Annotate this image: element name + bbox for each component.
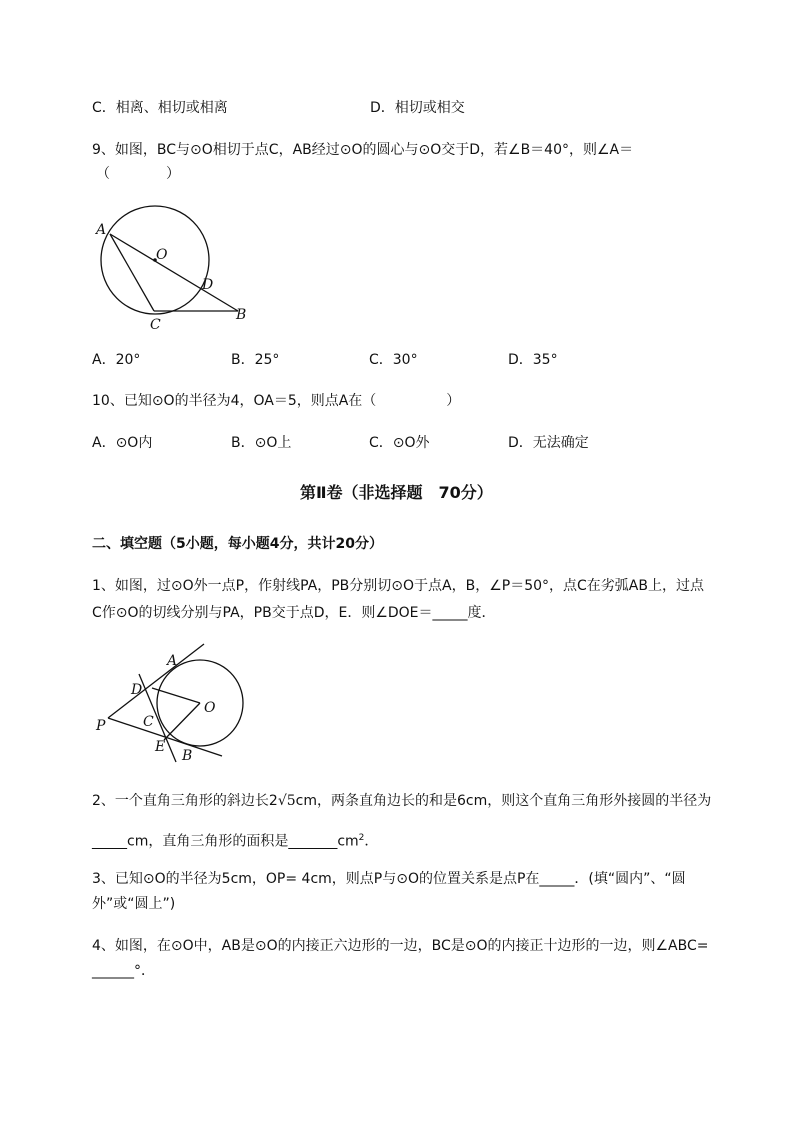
q9-figure [90,198,260,338]
f1-label-o: O [204,700,216,716]
q10-option-a: A．⊙O内 [92,435,153,451]
q9-label-a: A [96,222,107,238]
f1-label-c: C [143,714,154,730]
q9-label-c: C [150,317,161,333]
f2-line1 [92,791,711,811]
q9-line-ac [110,234,154,311]
part2-title: 第Ⅱ卷（非选择题 70分） [300,483,493,502]
f2-line2-b: ． [364,833,379,850]
q9-option-a: A．20° [92,352,141,368]
q9-label-d: D [202,277,214,293]
f1-line-do [152,688,200,703]
f2-line1-a: 2、一个直角三角形的斜边长2 [92,793,278,809]
f3-line1: 3、已知⊙O的半径为5cm，OP= 4cm，则点P与⊙O的位置关系是点P在_____．(填“圆内”、“圆 [92,871,686,887]
section2-heading: 二、填空题（5小题，每小题4分，共计20分） [92,536,383,552]
q9-option-d: D．35° [508,352,558,368]
q10-option-d: D．无法确定 [508,435,589,451]
f2-squared: 2 [358,833,365,843]
q9-option-b: B．25° [231,352,280,368]
q8-option-d: D．相切或相交 [370,100,465,116]
q9-label-o: O [156,247,168,263]
f3-line2: 外”或“圆上”) [92,896,176,912]
f1-ray-pa [108,644,204,718]
q9-paren: （ ） [96,166,180,182]
f1-label-p: P [96,718,106,734]
q9-text: 9、如图，BC与⊙O相切于点C，AB经过⊙O的圆心与⊙O交于D，若∠B＝40°，则∠A＝ [92,142,634,158]
q9-option-c: C．30° [369,352,418,368]
f1-label-e: E [155,739,166,755]
f4-line1: 4、如图，在⊙O中，AB是⊙O的内接正六边形的一边，BC是⊙O的内接正十边形的一边，则∠ABC= [92,938,709,954]
f2-line1-b: cm，两条直角边长的和是6cm，则这个直角三角形外接圆的半径为 [295,793,712,809]
f2-line2 [92,828,378,852]
q10-option-c: C．⊙O外 [369,435,430,451]
f1-label-b: B [182,748,193,764]
f1-label-a: A [167,653,178,669]
q9-label-b: B [236,307,247,323]
f1-line-eo [164,703,200,740]
q9-line-ab [110,234,238,311]
f2-line2-a: _____cm，直角三角形的面积是_______cm [92,833,359,850]
q10-option-b: B．⊙O上 [231,435,292,451]
f1-line1: 1、如图，过⊙O外一点P，作射线PA，PB分别切⊙O于点A，B，∠P＝50°，点C在劣弧AB上，过点 [92,578,704,594]
f2-sqrt5: √5 [277,793,296,809]
f1-label-d: D [131,682,143,698]
q10-text: 10、已知⊙O的半径为4，OA＝5，则点A在（ ） [92,393,461,409]
f1-figure [90,640,260,770]
q8-option-c: C．相离、相切或相离 [92,100,228,116]
f1-line2: C作⊙O的切线分别与PA，PB交于点D，E．则∠DOE＝_____度． [92,605,496,621]
f4-line2: ______°． [92,963,155,979]
